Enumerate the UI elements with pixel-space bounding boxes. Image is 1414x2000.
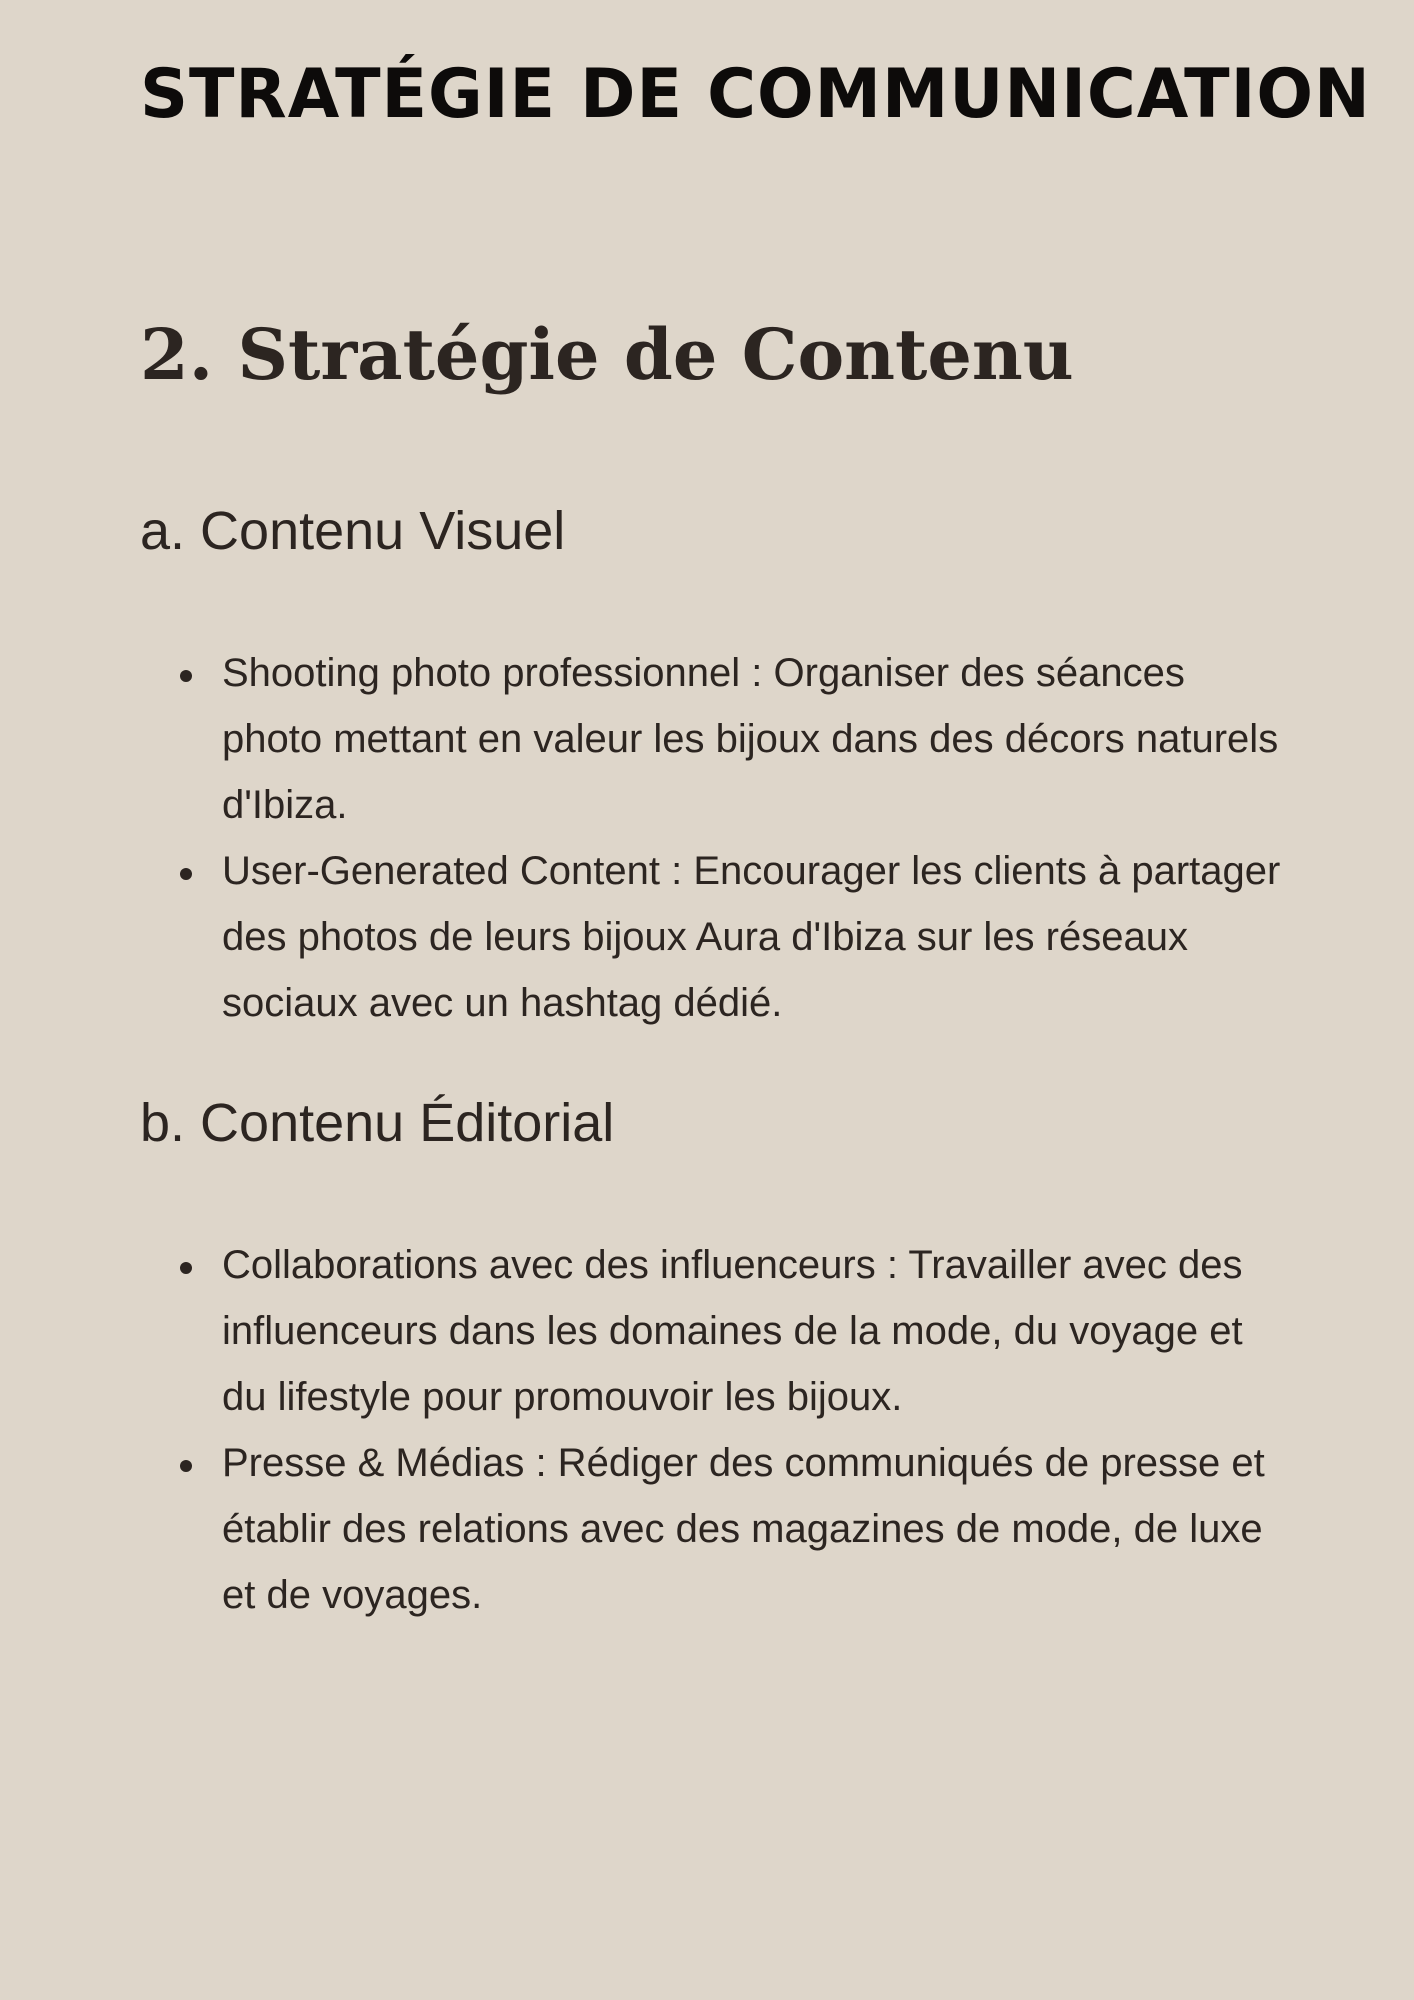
bullet-icon [180, 1262, 192, 1274]
list-item-text: Presse & Médias : Rédiger des communiqués de presse et établir des relations avec des magazines de mode, de luxe et de voyages. [222, 1441, 1265, 1617]
list-item-text: Shooting photo professionnel : Organiser des séances photo mettant en valeur les bijoux dans des décors naturels d'Ibiza. [222, 651, 1279, 827]
bullet-icon [180, 868, 192, 880]
bullet-list-visual [140, 640, 1290, 1036]
subsection-title-visual: a. Contenu Visuel [140, 501, 566, 561]
list-item [140, 838, 1290, 1036]
document-title: STRATÉGIE DE COMMUNICATION [140, 55, 1371, 134]
list-item [140, 1430, 1290, 1628]
bullet-list-editorial [140, 1232, 1290, 1628]
subsection-title-editorial: b. Contenu Éditorial [140, 1093, 615, 1153]
list-item-text: Collaborations avec des influenceurs : Travailler avec des influenceurs dans les domaines de la mode, du voyage et du lifestyle pour promouvoir les bijoux. [222, 1243, 1243, 1419]
list-item [140, 1232, 1290, 1430]
list-item [140, 640, 1290, 838]
list-item-text: User-Generated Content : Encourager les clients à partager des photos de leurs bijoux Aura d'Ibiza sur les réseaux sociaux avec un hashtag dédié. [222, 849, 1281, 1025]
bullet-icon [180, 670, 192, 682]
section-title: 2. Stratégie de Contenu [140, 313, 1074, 396]
bullet-icon [180, 1460, 192, 1472]
